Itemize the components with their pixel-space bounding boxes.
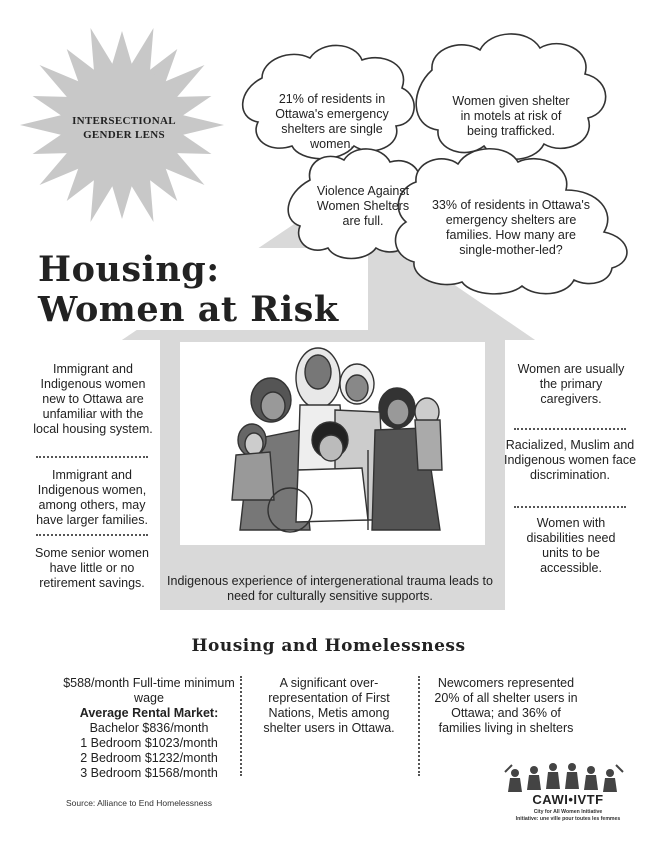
sun-label: INTERSECTIONAL GENDER LENS [72,115,176,141]
logo-subtitle-fr: Initiative: une ville pour toutes les femmes [515,816,621,822]
rental-line: Bachelor $836/month [89,721,209,735]
section-title: Housing and Homelessness [191,636,466,656]
cloud-vaw-shelters: Violence Against Women Shelters are full. [316,184,410,228]
cloud-motels: Women given shelter in motels at risk of being trafficked. [452,94,570,138]
first-nations-text: A significant over-representation of First Nations, Metis among shelter users in Ottawa. [263,676,395,735]
column-divider-1 [240,676,242,776]
right-divider-1 [514,428,626,430]
rental-line: 1 Bedroom $1023/month [80,736,218,750]
cloud-families: 33% of residents in Ottawa's emergency shelters are families. How many are single-mother-led? [431,198,591,257]
left-divider-1 [36,456,148,458]
source-note: Source: Alliance to End Homelessness [66,798,212,808]
logo-subtitle-en: City for All Women Initiative [533,809,603,815]
left-fact-2: Immigrant and Indigenous women, among others, may have larger families. [36,468,148,527]
minimum-wage-text: $588/month Full-time minimum wage [63,676,235,705]
right-fact-2: Racialized, Muslim and Indigenous women face discrimination. [503,438,637,482]
title-line-2: Women at Risk [38,289,339,330]
right-fact-1: Women are usually the primary caregivers. [517,362,625,406]
column-divider-2 [418,676,420,776]
right-fact-3: Women with disabilities need units to be accessible. [526,516,616,575]
right-divider-2 [514,506,626,508]
cawi-logo-figures-icon [505,763,623,792]
cawi-logo-subtitle [496,809,640,823]
newcomers-text: Newcomers represented 20% of all shelter users in Ottawa; and 36% of families living in shelters [434,676,578,735]
page-title [38,250,339,330]
left-fact-3: Some senior women have little or no retirement savings. [35,546,149,590]
rental-line: 2 Bedroom $1232/month [80,751,218,765]
left-fact-1: Immigrant and Indigenous women new to Ottawa are unfamiliar with the local housing system. [33,362,153,436]
cawi-logo-name: CAWI•IVTF [532,792,604,807]
rental-heading: Average Rental Market: [79,706,219,720]
rental-column [60,676,238,781]
title-line-1: Housing: [38,249,220,290]
cloud-single-women: 21% of residents in Ottawa's emergency shelters are single women. [275,92,389,151]
rental-line: 3 Bedroom $1568/month [80,766,218,780]
women-illustration [226,348,448,536]
trauma-note: Indigenous experience of intergenerational trauma leads to need for culturally sensitive supports. [167,574,493,603]
left-divider-2 [36,534,148,536]
